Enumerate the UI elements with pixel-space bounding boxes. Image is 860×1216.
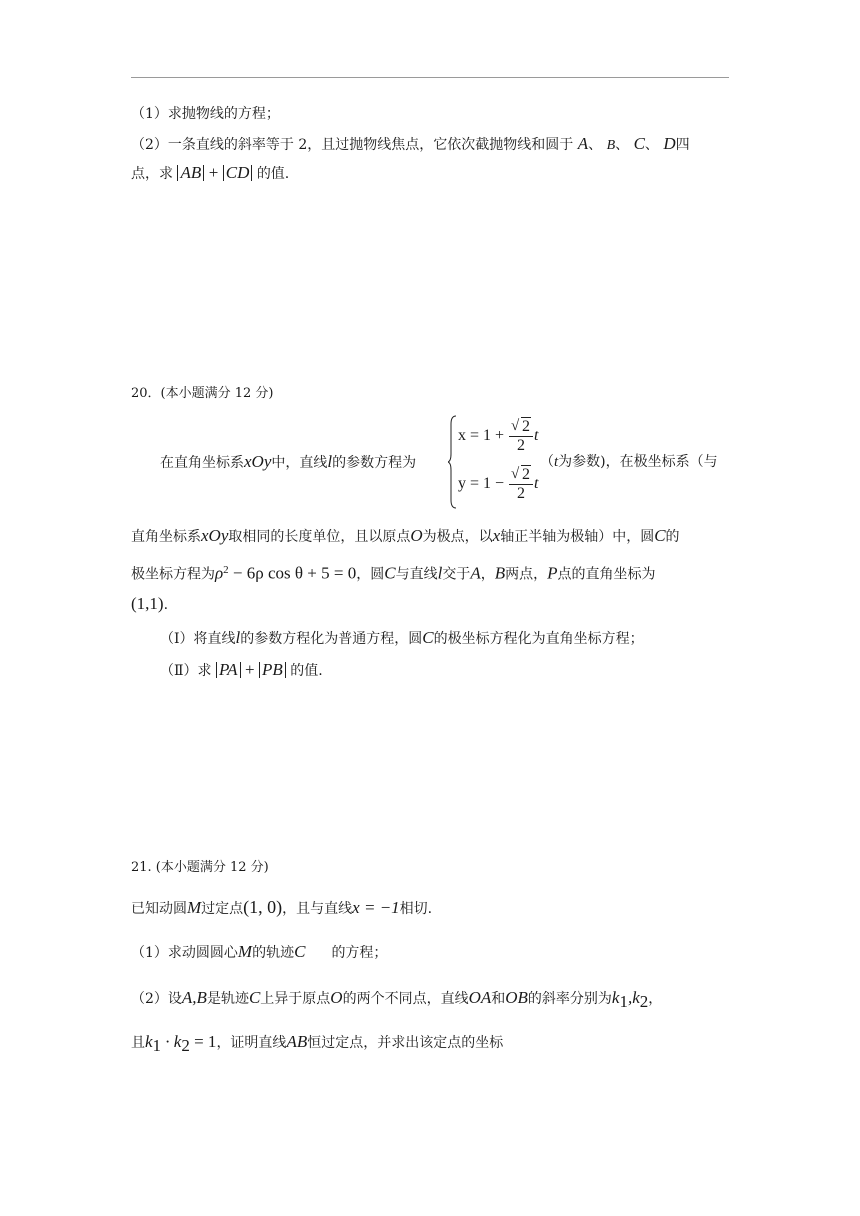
equation-x: x = 1 + √ 2 2 t <box>458 418 539 454</box>
sqrt-symbol: √ 2 <box>511 466 531 483</box>
abs-pb: PB <box>259 662 286 678</box>
q20-line2: 直角坐标系xOy取相同的长度单位，且以原点O为极点，以x轴正半轴为极轴）中，圆C的 <box>131 526 680 545</box>
header-rule <box>131 77 729 78</box>
q21-heading: 21. (本小题满分 12 分) <box>131 860 269 875</box>
q21-line1: 已知动圆M过定点(1, 0)，且与直线x = −1相切. <box>131 897 433 917</box>
q20-param-note: （t为参数)，在极坐标系（与 <box>540 454 718 470</box>
left-brace <box>448 414 458 510</box>
parametric-system <box>448 414 548 510</box>
q20-sub2: （Ⅱ）求 PA + PB 的值. <box>160 660 323 679</box>
q21-part2: （2）设A,B是轨迹C上异于原点O的两个不同点，直线OA和OB的斜率分别为$k_1,k_2$， <box>131 988 663 1011</box>
q20-line3: 极坐标方程为$\rho^2 - 6\rho$ cos θ + 5 = 0，圆C与直线l交于A，B两点，P点的直角坐标为 <box>131 563 656 583</box>
q19-part2-line1: （2）一条直线的斜率等于 2，且过抛物线焦点，它依次截抛物线和圆于 A、 B、 C、 D四 <box>131 134 690 153</box>
q20-heading: 20．(本小题满分 12 分) <box>131 386 274 401</box>
q21-part1: （1）求动圆圆心M的轨迹C 的方程； <box>131 942 388 961</box>
abs-cd: CD <box>223 165 253 181</box>
q21-part2-cont: 且$k_1 \cdot k_2 = 1$，证明直线AB恒过定点，并求出该定点的坐标 <box>131 1032 504 1055</box>
abs-ab: AB <box>177 165 204 181</box>
q19-part1: （1）求抛物线的方程； <box>131 106 280 122</box>
equation-y: y = 1 − √ 2 2 t <box>458 466 539 502</box>
q19-part2-line2: 点，求 AB + CD 的值. <box>131 163 290 182</box>
q20-line4: (1,1). <box>131 594 169 613</box>
q20-intro: 在直角坐标系xOy中，直线l的参数方程为 <box>160 452 417 471</box>
abs-pa: PA <box>216 662 241 678</box>
sqrt-symbol: √ 2 <box>511 418 531 435</box>
q20-sub1: （Ⅰ）将直线l的参数方程化为普通方程，圆C的极坐标方程化为直角坐标方程； <box>160 628 644 647</box>
